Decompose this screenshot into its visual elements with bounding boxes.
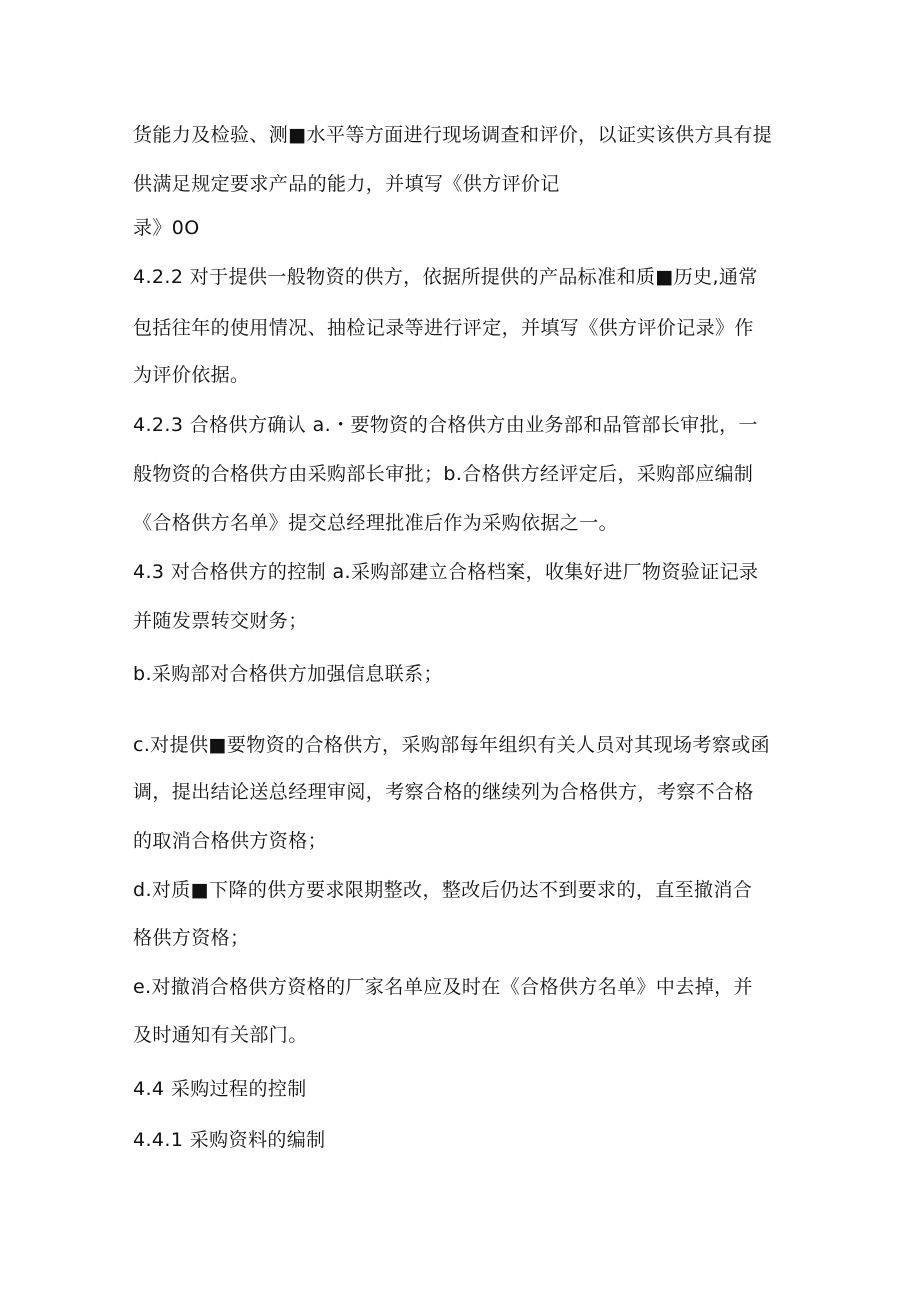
item-c: c.对提供■要物资的合格供方，采购部每年组织有关人员对其现场考察或函 <box>133 734 771 756</box>
item-d: d.对质■下降的供方要求限期整改，整改后仍达不到要求的，直至撤消合 <box>133 879 753 901</box>
text-line-17: 格供方资格； <box>133 927 250 949</box>
text-line-11: 并随发票转交财务； <box>133 610 308 632</box>
section-4-4: 4.4 采购过程的控制 <box>133 1078 307 1100</box>
text-line-6: 为评价依据。 <box>133 364 250 386</box>
section-4-2-2: 4.2.2 对于提供一般物资的供方，依据所提供的产品标准和质■历史,通常 <box>133 266 758 288</box>
text-line-2: 供满足规定要求产品的能力，并填写《供方评价记 <box>133 173 560 195</box>
text-line-1: 货能力及检验、测■水平等方面进行现场调查和评价，以证实该供方具有提 <box>133 124 773 146</box>
section-4-3: 4.3 对合格供方的控制 a.采购部建立合格档案，收集好进厂物资验证记录 <box>133 561 759 583</box>
section-4-4-1: 4.4.1 采购资料的编制 <box>133 1129 326 1151</box>
text-line-8: 般物资的合格供方由采购部长审批；b.合格供方经评定后，采购部应编制 <box>133 463 754 485</box>
text-line-9: 《合格供方名单》提交总经理批准后作为采购依据之一。 <box>133 512 619 534</box>
text-line-3: 录》0O <box>133 217 200 239</box>
text-line-5: 包括往年的使用情况、抽检记录等进行评定，并填写《供方评价记录》作 <box>133 317 754 339</box>
item-e: e.对撤消合格供方资格的厂家名单应及时在《合格供方名单》中去掉，并 <box>133 976 753 998</box>
section-4-2-3: 4.2.3 合格供方确认 a.・要物资的合格供方由业务部和品管部长审批，一 <box>133 414 758 436</box>
text-line-19: 及时通知有关部门。 <box>133 1024 308 1046</box>
text-line-14: 调，提出结论送总经理审阅，考察合格的继续列为合格供方，考察不合格 <box>133 781 754 803</box>
text-line-15: 的取消合格供方资格； <box>133 830 328 852</box>
item-b: b.采购部对合格供方加强信息联系； <box>133 663 443 685</box>
